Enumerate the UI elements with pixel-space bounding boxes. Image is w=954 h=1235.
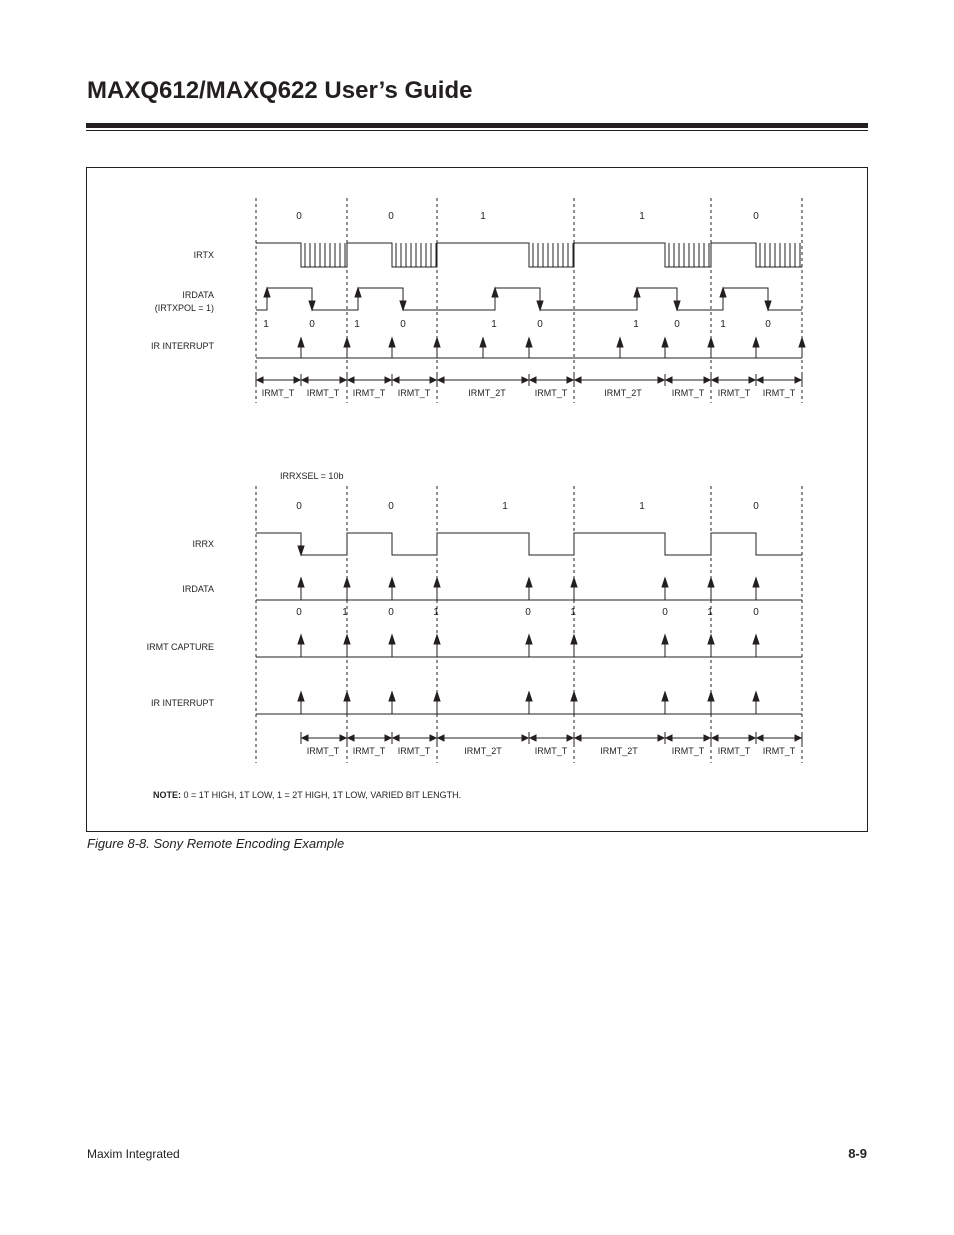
- top-bit-label: 0: [388, 211, 394, 222]
- top-bit-label: 1: [639, 211, 645, 222]
- interval-arrow-right: [567, 377, 573, 383]
- timing-figure: [86, 167, 868, 832]
- top-irdata-value: 1: [263, 319, 269, 330]
- bottom-bit-label: 1: [639, 501, 645, 512]
- bottom-interval-label: IRMT_2T: [600, 746, 638, 756]
- top-interval-label: IRMT_T: [306, 388, 340, 398]
- ir-interrupt-bottom-arrow: [708, 692, 714, 701]
- falling-edge-arrow: [674, 301, 680, 310]
- note-label: NOTE:: [153, 790, 181, 800]
- interrupt-arrow: [389, 338, 395, 347]
- bottom-irdata-value: 0: [388, 607, 394, 618]
- interval-arrow-right: [795, 735, 801, 741]
- interval-arrow-left: [712, 377, 718, 383]
- interval-arrow-right: [749, 377, 755, 383]
- ir-interrupt-bottom-arrow: [298, 692, 304, 701]
- interval-arrow-right: [567, 735, 573, 741]
- falling-edge-arrow: [400, 301, 406, 310]
- bottom-irdata-value: 0: [753, 607, 759, 618]
- interval-arrow-right: [385, 377, 391, 383]
- top-interval-label: IRMT_T: [352, 388, 386, 398]
- signal-label-irtx: IRTX: [193, 250, 214, 260]
- signal-label-ir-interrupt: IR INTERRUPT: [151, 698, 214, 708]
- top-interval-label: IRMT_T: [717, 388, 751, 398]
- signal-label-irdata: IRDATA: [182, 290, 214, 300]
- figure-note: [153, 790, 461, 800]
- interval-arrow-left: [302, 377, 308, 383]
- interval-arrow-right: [704, 735, 710, 741]
- irdata-bottom-arrow: [753, 578, 759, 587]
- interval-arrow-left: [393, 377, 399, 383]
- rising-edge-arrow: [355, 288, 361, 297]
- bottom-bit-label: 1: [502, 501, 508, 512]
- signal-label-irdata: IRDATA: [182, 584, 214, 594]
- top-irdata-value: 0: [309, 319, 315, 330]
- top-interval-label: IRMT_2T: [604, 388, 642, 398]
- interval-arrow-right: [430, 735, 436, 741]
- falling-edge-arrow: [537, 301, 543, 310]
- falling-edge-arrow: [309, 301, 315, 310]
- irdata-bottom-arrow: [662, 578, 668, 587]
- interval-arrow-right: [795, 377, 801, 383]
- top-bit-label: 0: [296, 211, 302, 222]
- bottom-irdata-value: 1: [342, 607, 348, 618]
- top-irdata-value: 1: [354, 319, 360, 330]
- bottom-interval-label: IRMT_T: [671, 746, 705, 756]
- interval-arrow-left: [302, 735, 308, 741]
- top-irdata-value: 0: [537, 319, 543, 330]
- interval-arrow-right: [340, 377, 346, 383]
- bottom-irdata-value: 0: [525, 607, 531, 618]
- interval-arrow-right: [658, 735, 664, 741]
- interval-arrow-right: [430, 377, 436, 383]
- irdata-bottom-arrow: [434, 578, 440, 587]
- bottom-irdata-value: 0: [662, 607, 668, 618]
- top-interval-label: IRMT_T: [534, 388, 568, 398]
- irmt-capture-arrow: [434, 635, 440, 644]
- ir-interrupt-bottom-arrow: [571, 692, 577, 701]
- top-irdata-value: 1: [491, 319, 497, 330]
- header-rule-thin: [86, 130, 868, 131]
- arrow-marks: [257, 288, 805, 741]
- rising-edge-arrow: [720, 288, 726, 297]
- interval-arrow-left: [757, 377, 763, 383]
- top-interval-label: IRMT_T: [671, 388, 705, 398]
- interrupt-arrow: [344, 338, 350, 347]
- bottom-irdata-value: 1: [570, 607, 576, 618]
- interval-arrow-right: [294, 377, 300, 383]
- top-irdata-value: 0: [674, 319, 680, 330]
- ir-interrupt-bottom-arrow: [753, 692, 759, 701]
- irdata-bottom-arrow: [526, 578, 532, 587]
- interval-arrow-right: [522, 735, 528, 741]
- irdata-bottom-arrow: [298, 578, 304, 587]
- page-number: 8-9: [848, 1146, 867, 1161]
- interval-arrow-left: [666, 377, 672, 383]
- bottom-irdata-value: 1: [707, 607, 713, 618]
- irmt-capture-arrow: [526, 635, 532, 644]
- irrx-edge-arrow: [298, 546, 304, 555]
- interrupt-arrow: [298, 338, 304, 347]
- header-rule-thick: [86, 123, 868, 128]
- irdata-waveform: [256, 288, 802, 310]
- bottom-interval-label: IRMT_T: [717, 746, 751, 756]
- ir-interrupt-bottom-arrow: [344, 692, 350, 701]
- top-irdata-value: 1: [720, 319, 726, 330]
- interval-arrow-left: [712, 735, 718, 741]
- interval-arrow-left: [438, 377, 444, 383]
- irmt-capture-arrow: [708, 635, 714, 644]
- interval-arrow-right: [704, 377, 710, 383]
- bottom-interval-label: IRMT_T: [397, 746, 431, 756]
- bottom-interval-label: IRMT_T: [306, 746, 340, 756]
- irmt-capture-arrow: [344, 635, 350, 644]
- signal-label-irdata-note: (IRTXPOL = 1): [154, 303, 214, 313]
- interval-arrow-right: [385, 735, 391, 741]
- interval-arrow-right: [522, 377, 528, 383]
- irrxsel-label: IRRXSEL = 10b: [280, 471, 344, 481]
- top-bit-label: 1: [480, 211, 486, 222]
- irmt-capture-arrow: [662, 635, 668, 644]
- signal-label-ir-interrupt: IR INTERRUPT: [151, 341, 214, 351]
- rising-edge-arrow: [634, 288, 640, 297]
- irmt-capture-arrow: [571, 635, 577, 644]
- interval-arrow-left: [257, 377, 263, 383]
- interval-arrow-left: [666, 735, 672, 741]
- interval-arrow-left: [393, 735, 399, 741]
- interval-arrow-right: [658, 377, 664, 383]
- rising-edge-arrow: [492, 288, 498, 297]
- interrupt-arrow: [753, 338, 759, 347]
- irmt-capture-arrow: [389, 635, 395, 644]
- top-interval-label: IRMT_2T: [468, 388, 506, 398]
- ir-interrupt-bottom-arrow: [662, 692, 668, 701]
- bottom-interval-label: IRMT_T: [762, 746, 796, 756]
- falling-edge-arrow: [765, 301, 771, 310]
- bottom-bit-label: 0: [753, 501, 759, 512]
- interrupt-arrow: [480, 338, 486, 347]
- interval-arrow-left: [575, 735, 581, 741]
- top-irdata-value: 0: [400, 319, 406, 330]
- interval-arrow-left: [438, 735, 444, 741]
- signal-label-irrx: IRRX: [192, 539, 214, 549]
- interrupt-arrow: [526, 338, 532, 347]
- irdata-bottom-arrow: [708, 578, 714, 587]
- irmt-capture-arrow: [753, 635, 759, 644]
- bottom-irdata-value: 0: [296, 607, 302, 618]
- interval-arrow-left: [757, 735, 763, 741]
- irdata-bottom-arrow: [571, 578, 577, 587]
- top-irdata-value: 0: [765, 319, 771, 330]
- irdata-bottom-arrow: [389, 578, 395, 587]
- note-text: 0 = 1T HIGH, 1T LOW, 1 = 2T HIGH, 1T LOW, VARIED BIT LENGTH.: [181, 790, 462, 800]
- bottom-interval-label: IRMT_T: [352, 746, 386, 756]
- figure-caption: Figure 8-8. Sony Remote Encoding Example: [87, 836, 345, 851]
- interval-arrow-left: [575, 377, 581, 383]
- interval-arrow-left: [530, 735, 536, 741]
- bottom-interval-label: IRMT_T: [534, 746, 568, 756]
- ir-interrupt-bottom-arrow: [389, 692, 395, 701]
- interval-arrow-right: [749, 735, 755, 741]
- irmt-capture-arrow: [298, 635, 304, 644]
- bottom-irdata-value: 1: [433, 607, 439, 618]
- rising-edge-arrow: [264, 288, 270, 297]
- top-bit-label: 0: [753, 211, 759, 222]
- top-interval-label: IRMT_T: [762, 388, 796, 398]
- top-interval-label: IRMT_T: [261, 388, 295, 398]
- ir-interrupt-bottom-arrow: [526, 692, 532, 701]
- bottom-bit-label: 0: [296, 501, 302, 512]
- top-irdata-value: 1: [633, 319, 639, 330]
- ir-interrupt-bottom-arrow: [434, 692, 440, 701]
- document-title: MAXQ612/MAXQ622 User’s Guide: [87, 77, 473, 104]
- interrupt-arrow: [617, 338, 623, 347]
- interrupt-arrow: [662, 338, 668, 347]
- footer-company: Maxim Integrated: [87, 1147, 180, 1161]
- signal-label-irmt-capture: IRMT CAPTURE: [146, 642, 214, 652]
- bottom-interval-label: IRMT_2T: [464, 746, 502, 756]
- interrupt-arrow: [799, 338, 805, 347]
- irtx-waveform: [256, 243, 802, 267]
- bottom-bit-label: 0: [388, 501, 394, 512]
- interval-arrow-left: [348, 735, 354, 741]
- top-interval-label: IRMT_T: [397, 388, 431, 398]
- interval-arrow-left: [348, 377, 354, 383]
- irdata-bottom-arrow: [344, 578, 350, 587]
- interrupt-arrow: [434, 338, 440, 347]
- timing-diagram: [87, 168, 867, 831]
- interrupt-arrow: [708, 338, 714, 347]
- interval-arrow-left: [530, 377, 536, 383]
- interval-arrow-right: [340, 735, 346, 741]
- irrx-waveform: [256, 533, 802, 555]
